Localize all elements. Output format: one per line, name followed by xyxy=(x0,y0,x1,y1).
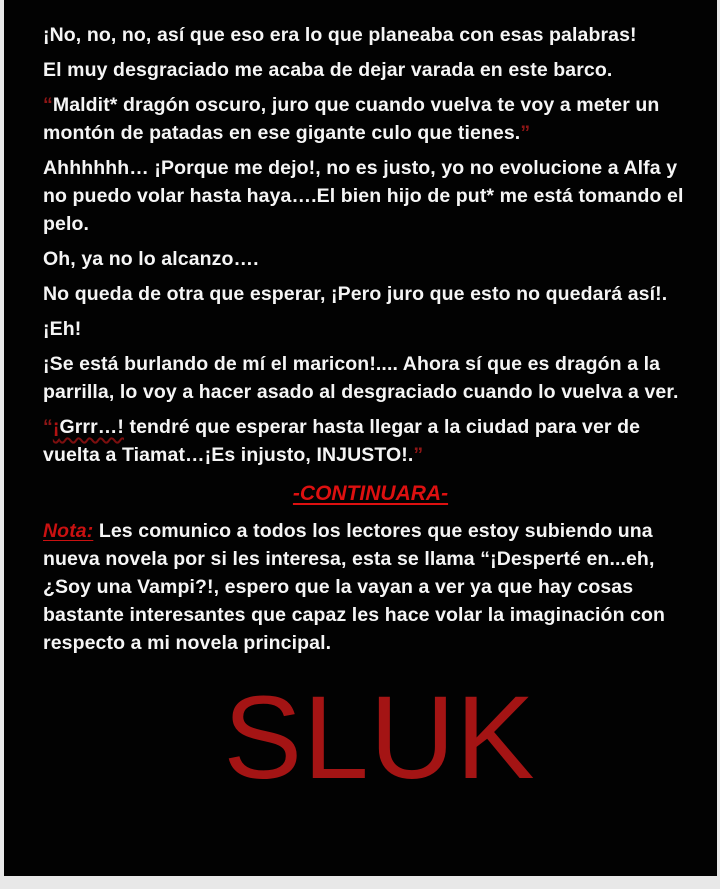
paragraph-text: ¡Se está burlando de mí el maricon!.... Ahora sí que es dragón a la parrilla, lo voy a hacer asado al desgraciado cuando lo vuelva a ver. xyxy=(43,353,679,403)
spellcheck-squiggle-word xyxy=(53,416,124,438)
open-quote-mark: “ xyxy=(43,416,53,438)
nota-text: Les comunico a todos los lectores que estoy subiendo una nueva novela por si les interesa, esta se llama “¡Desperté en...eh, ¿Soy una Vampi?!, espero que la vayan a ver ya que hay cosas bastante interesantes que capaz les hace volar la imaginación con respecto a mi novela principal. xyxy=(43,520,666,654)
paragraph-text: El muy desgraciado me acaba de dejar varada en este barco. xyxy=(43,59,613,81)
open-quote-mark: “ xyxy=(43,94,53,116)
story-paragraph xyxy=(43,56,698,84)
author-watermark: SLUK xyxy=(223,672,536,804)
paragraph-text: tendré que esperar hasta llegar a la ciudad para ver de vuelta a Tiamat…¡Es injusto, INJUSTO!. xyxy=(43,416,641,466)
story-paragraph-quote xyxy=(43,413,698,469)
close-quote-mark: ” xyxy=(520,122,531,144)
paragraph-text: Grrr…! xyxy=(59,416,124,438)
chapter-text xyxy=(4,0,717,804)
close-quote-mark: ” xyxy=(413,444,424,466)
story-paragraph-quote xyxy=(43,91,698,147)
story-paragraph xyxy=(43,315,698,343)
paragraph-text: Maldit* dragón oscuro, juro que cuando vuelva te voy a meter un montón de patadas en ese gigante culo que tienes. xyxy=(43,94,660,144)
paragraph-text: Ahhhhhh… ¡Porque me dejo!, no es justo, yo no evolucione a Alfa y no puedo volar hasta haya….El bien hijo de put* me está tomando el pelo. xyxy=(43,157,684,235)
continuara-heading: -CONTINUARA- xyxy=(292,482,449,505)
red-exclamation-mark: ¡ xyxy=(52,416,60,438)
paragraph-text: ¡No, no, no, así que eso era lo que planeaba con esas palabras! xyxy=(43,24,637,46)
nota-label: Nota: xyxy=(43,520,94,542)
author-note xyxy=(43,517,698,657)
story-paragraph xyxy=(43,350,698,406)
story-paragraph xyxy=(43,280,698,308)
story-paragraph xyxy=(43,245,698,273)
paragraph-text: No queda de otra que esperar, ¡Pero juro que esto no quedará así!. xyxy=(43,283,668,305)
story-paragraph xyxy=(43,154,698,238)
story-paragraph xyxy=(43,21,698,49)
paragraph-text: Oh, ya no lo alcanzo…. xyxy=(43,248,259,270)
paragraph-text: ¡Eh! xyxy=(43,318,82,340)
novel-page xyxy=(4,0,717,876)
